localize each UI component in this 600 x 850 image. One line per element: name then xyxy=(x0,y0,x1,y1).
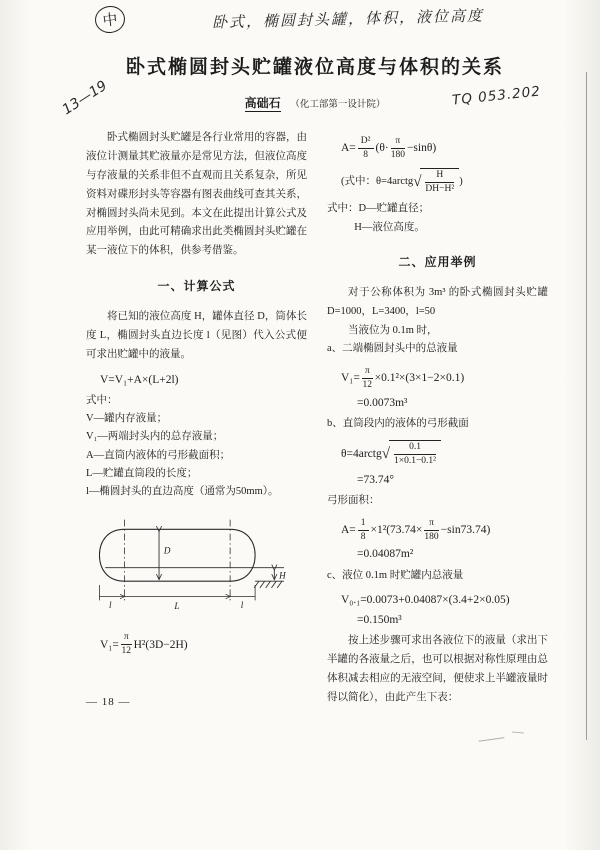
formula-lhs: (式中：θ=4arctg xyxy=(341,175,414,187)
formula-example-theta xyxy=(341,440,548,468)
example-condition: 当液位为 0.1m 时， xyxy=(348,324,438,336)
page-number: — 18 — xyxy=(86,696,131,708)
root-argument xyxy=(389,440,441,468)
definition-v: V—罐内存液量； xyxy=(86,412,168,424)
formula-mid: ×1²(73.74× xyxy=(370,524,423,537)
fraction: $\frac{0.1}{\text{1×0.1−0.1²}}$ xyxy=(393,442,437,467)
example-intro: 对于公称体积为 3m³ 的卧式椭圆封头贮罐 D=1000，L=3400，l=50 xyxy=(327,286,548,317)
closing-paragraph: 按上述步骤可求出各液位下的液量（求出下半罐的各液量之后，也可以根据对称性原理由总体积减去相应的无液空间，便使求上半罐液量时得以简化），由此产生下表： xyxy=(327,635,548,703)
example-item-c: c、液位 0.1m 时贮罐内总液量 xyxy=(327,569,464,581)
formula-tail: −sin73.74) xyxy=(440,524,491,537)
where-label: 式中： xyxy=(86,394,118,406)
tangent-lines xyxy=(124,520,230,603)
author-affiliation: （化工部第一设计院） xyxy=(290,100,386,110)
result-text: =0.04087m² xyxy=(357,548,414,561)
formula-example-head-volume xyxy=(341,366,548,391)
section-1-heading: 一、计算公式 xyxy=(157,279,236,294)
fraction: $\frac{\pi}{180}$ xyxy=(424,517,439,542)
definition-l-small: l—椭圆封头的直边高度（通常为50mm）。 xyxy=(86,486,279,498)
formula-theta-definition xyxy=(341,168,548,197)
definition-v1: V₁—两端封头内的总存液量； xyxy=(86,431,224,443)
article-title: 卧式椭圆封头贮罐液位高度与体积的关系 xyxy=(125,57,504,78)
scan-smudge xyxy=(478,730,505,742)
length-dimension xyxy=(99,585,255,600)
formula-total-volume xyxy=(100,372,307,388)
result-text: =0.0073m³ xyxy=(357,396,408,409)
formula-text: V₀.₁=0.0073+0.04087×(3.4+2×0.05) xyxy=(341,593,510,606)
height-label: H xyxy=(279,570,286,581)
fraction: $\frac{\text{D²}}{8}$ xyxy=(358,136,374,161)
formula-lhs: V₁= xyxy=(100,638,119,651)
formula-text: V=V₁+A×(L+2l) xyxy=(100,373,179,386)
right-column xyxy=(327,129,548,708)
handwritten-top-note: 卧式，椭圆封头罐，体积，液位高度 xyxy=(211,6,485,32)
where-d: 式中：D—贮罐直径； xyxy=(327,203,430,215)
definition-l-big: L—贮罐直筒段的长度； xyxy=(86,468,198,480)
definition-a: A—直筒内液体的弓形截面积； xyxy=(86,449,231,461)
formula-lhs: θ=4arctg xyxy=(341,448,382,461)
formula-head-volume xyxy=(100,632,307,657)
scan-artifact-line xyxy=(586,72,588,740)
formula-lhs: V₁= xyxy=(341,372,360,385)
fraction: $\frac{\pi}{12}$ xyxy=(362,365,372,390)
length-label: L xyxy=(174,600,180,611)
section-1-paragraph: 将已知的液位高度 H，罐体直径 D，筒体长度 L，椭圆封头直边长度 l（见图）代入公式便可求出贮罐中的液量。 xyxy=(86,310,307,360)
handwritten-page-range-note: 13—19 xyxy=(59,77,110,119)
arc-area-label: 弓形面积： xyxy=(327,495,380,507)
root-argument xyxy=(420,168,459,197)
formula-mid: (θ· xyxy=(375,142,389,155)
variable-definitions xyxy=(86,410,307,502)
result-text: =73.74° xyxy=(357,474,394,487)
two-column-body xyxy=(86,129,548,708)
diameter-label: D xyxy=(163,545,171,556)
formula-tail: −sinθ) xyxy=(406,142,437,155)
liquid-level-line xyxy=(105,568,284,588)
handwritten-classification-note: TQ 053.202 xyxy=(451,83,542,109)
example-item-b: b、直筒段内的液体的弓形截面 xyxy=(327,417,469,429)
tank-outline xyxy=(99,529,255,581)
scan-smudge xyxy=(512,726,524,733)
fraction: $\frac{H}{\text{DH−H²}}$ xyxy=(425,169,455,194)
formula-tail: ) xyxy=(459,175,463,187)
tank-diagram xyxy=(86,512,307,625)
formula-segment-area xyxy=(341,136,548,161)
where-h: H—液位高度。 xyxy=(354,221,425,233)
formula-example-area xyxy=(341,518,548,543)
result-total xyxy=(357,612,548,628)
result-text: =0.150m³ xyxy=(357,614,402,627)
result-theta xyxy=(357,472,548,488)
result-head-volume xyxy=(357,395,548,411)
sqrt-icon: √ xyxy=(413,173,422,190)
formula-example-total xyxy=(341,592,548,608)
intro-paragraph: 卧式椭圆封头贮罐是各行业常用的容器，由液位计测量其贮液量亦是常见方法，但液位高度与存液量的关系非但不直观而且关系复杂，所见资料对碟形封头等容器有图表曲线可查其关系，对椭圆封头尚未见到。本文在此提出计算公式及应用举例，由此可精确求出此类椭圆封头贮罐在某一液位下的体积，供参考借鉴。 xyxy=(86,132,307,257)
flange-left-label: l xyxy=(109,599,112,610)
handwritten-circle-mark: 中 xyxy=(93,4,126,34)
author-name: 高础石 xyxy=(244,96,281,110)
sqrt-icon: √ xyxy=(381,445,390,462)
result-area xyxy=(357,546,548,562)
example-item-a: a、二端椭圆封头中的总液量 xyxy=(327,343,458,355)
section-2-heading: 二、应用举例 xyxy=(398,255,477,270)
fraction: $\frac{1}{8}$ xyxy=(358,518,369,543)
fraction: $\frac{\pi}{180}$ xyxy=(390,136,405,160)
formula-tail: H²(3D−2H) xyxy=(133,638,188,651)
left-column xyxy=(86,129,307,708)
fraction: $\frac{\pi}{12}$ xyxy=(121,632,131,657)
formula-lhs: A= xyxy=(341,524,356,537)
flange-right-label: l xyxy=(240,599,244,610)
formula-tail: ×0.1²×(3×1−2×0.1) xyxy=(374,372,465,385)
formula-lhs: A= xyxy=(341,142,356,155)
